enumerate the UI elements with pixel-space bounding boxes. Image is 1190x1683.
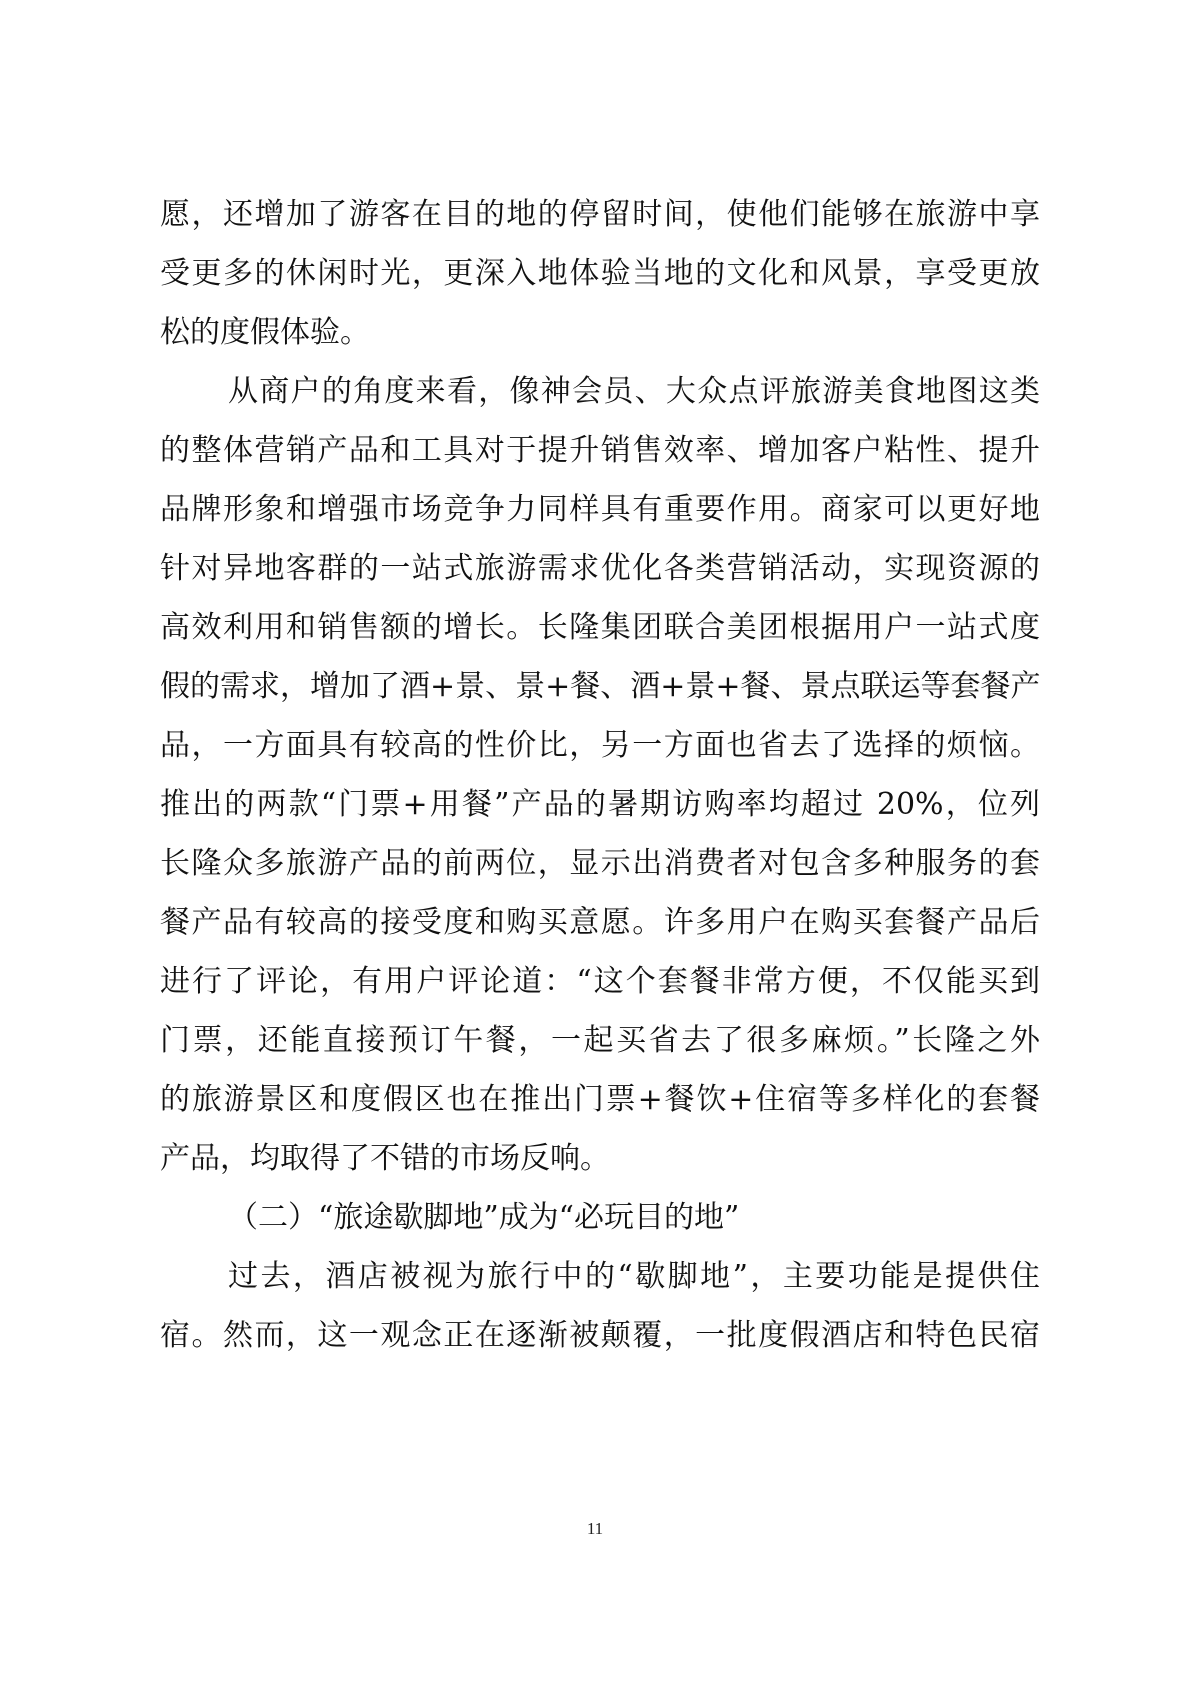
- text-line: 推出的两款“门票+用餐”产品的暑期访购率均超过 20%，位列: [160, 787, 1040, 822]
- text-line: 过去，酒店被视为旅行中的“歇脚地”，主要功能是提供住: [228, 1259, 1040, 1294]
- text-line: 餐产品有较高的接受度和购买意愿。许多用户在购买套餐产品后: [160, 905, 1040, 940]
- text-line: 针对异地客群的一站式旅游需求优化各类营销活动，实现资源的: [160, 551, 1040, 586]
- page-number: 11: [586, 1519, 604, 1538]
- text-line: 的旅游景区和度假区也在推出门票+餐饮+住宿等多样化的套餐: [160, 1082, 1040, 1117]
- text-line: 的整体营销产品和工具对于提升销售效率、增加客户粘性、提升: [160, 433, 1040, 468]
- text-line: 门票，还能直接预订午餐，一起买省去了很多麻烦。”长隆之外: [160, 1023, 1040, 1058]
- text-line: 进行了评论，有用户评论道：“这个套餐非常方便，不仅能买到: [160, 964, 1040, 999]
- text-line: 假的需求，增加了酒+景、景+餐、酒+景+餐、景点联运等套餐产: [160, 669, 1041, 704]
- text-line: 高效利用和销售额的增长。长隆集团联合美团根据用户一站式度: [160, 610, 1040, 645]
- text-line: 品牌形象和增强市场竞争力同样具有重要作用。商家可以更好地: [160, 492, 1040, 527]
- text-line: 从商户的角度来看，像神会员、大众点评旅游美食地图这类: [228, 374, 1040, 409]
- text-line: 产品，均取得了不错的市场反响。: [160, 1141, 610, 1176]
- text-line: 品，一方面具有较高的性价比，另一方面也省去了选择的烦恼。: [160, 728, 1040, 763]
- text-line: 松的度假体验。: [160, 315, 370, 350]
- text-line: 长隆众多旅游产品的前两位，显示出消费者对包含多种服务的套: [160, 846, 1040, 881]
- text-line: 受更多的休闲时光，更深入地体验当地的文化和风景，享受更放: [160, 256, 1040, 291]
- text-line: 愿，还增加了游客在目的地的停留时间，使他们能够在旅游中享: [160, 197, 1040, 232]
- text-line: 宿。然而，这一观念正在逐渐被颠覆，一批度假酒店和特色民宿: [160, 1318, 1040, 1353]
- section-heading: （二）“旅途歇脚地”成为“必玩目的地”: [228, 1200, 740, 1235]
